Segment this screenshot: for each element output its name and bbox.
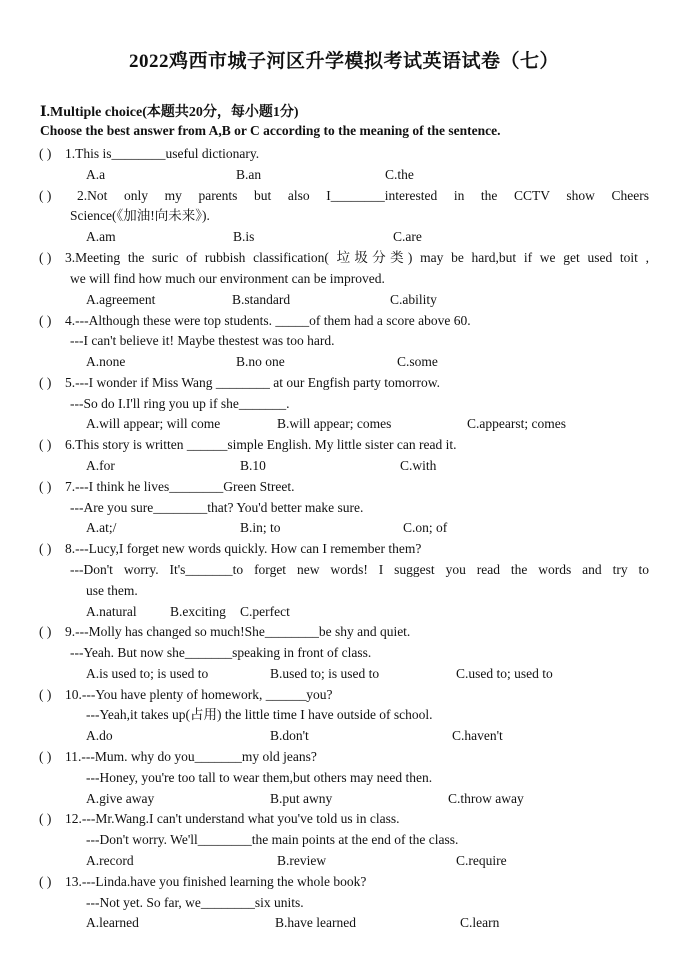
option-a: A.will appear; will come [86, 416, 221, 431]
question-text: 7.---I think he lives________Green Street. [65, 479, 295, 494]
option-c: C.used to; used to [456, 666, 553, 681]
answer-blank[interactable]: ( ) [39, 250, 52, 265]
answer-blank[interactable]: ( ) [39, 479, 52, 494]
answer-blank[interactable]: ( ) [39, 874, 52, 889]
question-text: 8.---Lucy,I forget new words quickly. How can I remember them? [65, 541, 422, 556]
option-b: B.exciting [170, 604, 226, 619]
option-c: C.are [393, 229, 422, 244]
option-c: C.haven't [452, 728, 503, 743]
answer-blank[interactable]: ( ) [39, 146, 52, 161]
question-text-cont: we will find how much our environment can be improved. [70, 271, 385, 286]
question-text-cont: ---Yeah,it takes up(占用) the little time I have outside of school. [86, 707, 433, 722]
option-c: C.the [385, 167, 414, 182]
option-a: A.record [86, 853, 134, 868]
question-text-cont: Science(《加油!向未来》). [70, 208, 210, 223]
option-b: B.is [233, 229, 255, 244]
question-text-cont: ---Not yet. So far, we________six units. [86, 895, 304, 910]
option-a: A.a [86, 167, 106, 182]
answer-blank[interactable]: ( ) [39, 375, 52, 390]
option-b: B.will appear; comes [277, 416, 392, 431]
option-a: A.do [86, 728, 113, 743]
question-text: 13.---Linda.have you finished learning the whole book? [65, 874, 367, 889]
answer-blank[interactable]: ( ) [39, 624, 52, 639]
answer-blank[interactable]: ( ) [39, 437, 52, 452]
option-a: A.natural [86, 604, 137, 619]
answer-blank[interactable]: ( ) [39, 313, 52, 328]
option-c: C.some [397, 354, 438, 369]
question-text: 6.This story is written ______simple English. My little sister can read it. [65, 437, 457, 452]
question-text: 11.---Mum. why do you_______my old jeans? [65, 749, 317, 764]
option-c: C.appearst; comes [467, 416, 566, 431]
option-c: C.learn [460, 915, 500, 930]
question-text: 5.---I wonder if Miss Wang ________ at our Engfish party tomorrow. [65, 375, 440, 390]
option-a: A.learned [86, 915, 139, 930]
question-text-cont: ---Honey, you're too tall to wear them,but others may need then. [86, 770, 433, 785]
option-c: C.with [400, 458, 437, 473]
option-b: B.no one [236, 354, 285, 369]
question-text-cont: ---Don't worry. It's_______to forget new words! I suggest you read the words and try to [70, 562, 649, 577]
page-title: 2022鸡西市城子河区升学模拟考试英语试卷（七） [128, 51, 559, 72]
option-c: C.perfect [240, 604, 290, 619]
question-text: 2.Not only my parents but also I________interested in the CCTV show Cheers [77, 188, 649, 203]
option-a: A.agreement [86, 292, 156, 307]
option-b: B.used to; is used to [270, 666, 380, 681]
question-text-cont: ---I can't believe it! Maybe thestest was too hard. [70, 333, 335, 348]
option-b: B.10 [240, 458, 266, 473]
option-c: C.on; of [403, 520, 448, 535]
question-text-cont: ---So do I.I'll ring you up if she_______. [70, 396, 290, 411]
option-b: B.put awny [270, 791, 333, 806]
option-b: B.have learned [275, 915, 356, 930]
option-c: C.ability [390, 292, 437, 307]
option-a: A.give away [86, 791, 155, 806]
question-text: 10.---You have plenty of homework, ______you? [65, 687, 333, 702]
question-text: 4.---Although these were top students. _____of them had a score above 60. [65, 313, 471, 328]
option-b: B.in; to [240, 520, 281, 535]
question-text-cont: ---Are you sure________that? You'd better make sure. [70, 500, 364, 515]
option-b: B.standard [232, 292, 291, 307]
question-text-cont: ---Don't worry. We'll________the main points at the end of the class. [86, 832, 459, 847]
answer-blank[interactable]: ( ) [39, 687, 52, 702]
question-text: 9.---Molly has changed so much!She________be shy and quiet. [65, 624, 411, 639]
answer-blank[interactable]: ( ) [39, 541, 52, 556]
option-a: A.at;/ [86, 520, 117, 535]
question-text-cont: ---Yeah. But now she_______speaking in front of class. [70, 645, 372, 660]
option-b: B.review [277, 853, 327, 868]
answer-blank[interactable]: ( ) [39, 188, 52, 203]
question-text: 12.---Mr.Wang.I can't understand what you've told us in class. [65, 811, 400, 826]
question-text: 3.Meeting the suric of rubbish classification( 垃圾分类) may be hard,but if we get used toit , [65, 250, 649, 265]
option-c: C.throw away [448, 791, 524, 806]
option-a: A.for [86, 458, 115, 473]
instructions: Choose the best answer from A,B or C according to the meaning of the sentence. [40, 123, 501, 138]
option-c: C.require [456, 853, 507, 868]
section-heading: Ⅰ.Multiple choice(本题共20分，每小题1分) [40, 105, 299, 120]
option-b: B.don't [270, 728, 309, 743]
answer-blank[interactable]: ( ) [39, 811, 52, 826]
answer-blank[interactable]: ( ) [39, 749, 52, 764]
option-b: B.an [236, 167, 262, 182]
option-a: A.is used to; is used to [86, 666, 209, 681]
option-a: A.am [86, 229, 116, 244]
question-text-cont: use them. [86, 583, 138, 598]
option-a: A.none [86, 354, 126, 369]
question-text: 1.This is________useful dictionary. [65, 146, 260, 161]
